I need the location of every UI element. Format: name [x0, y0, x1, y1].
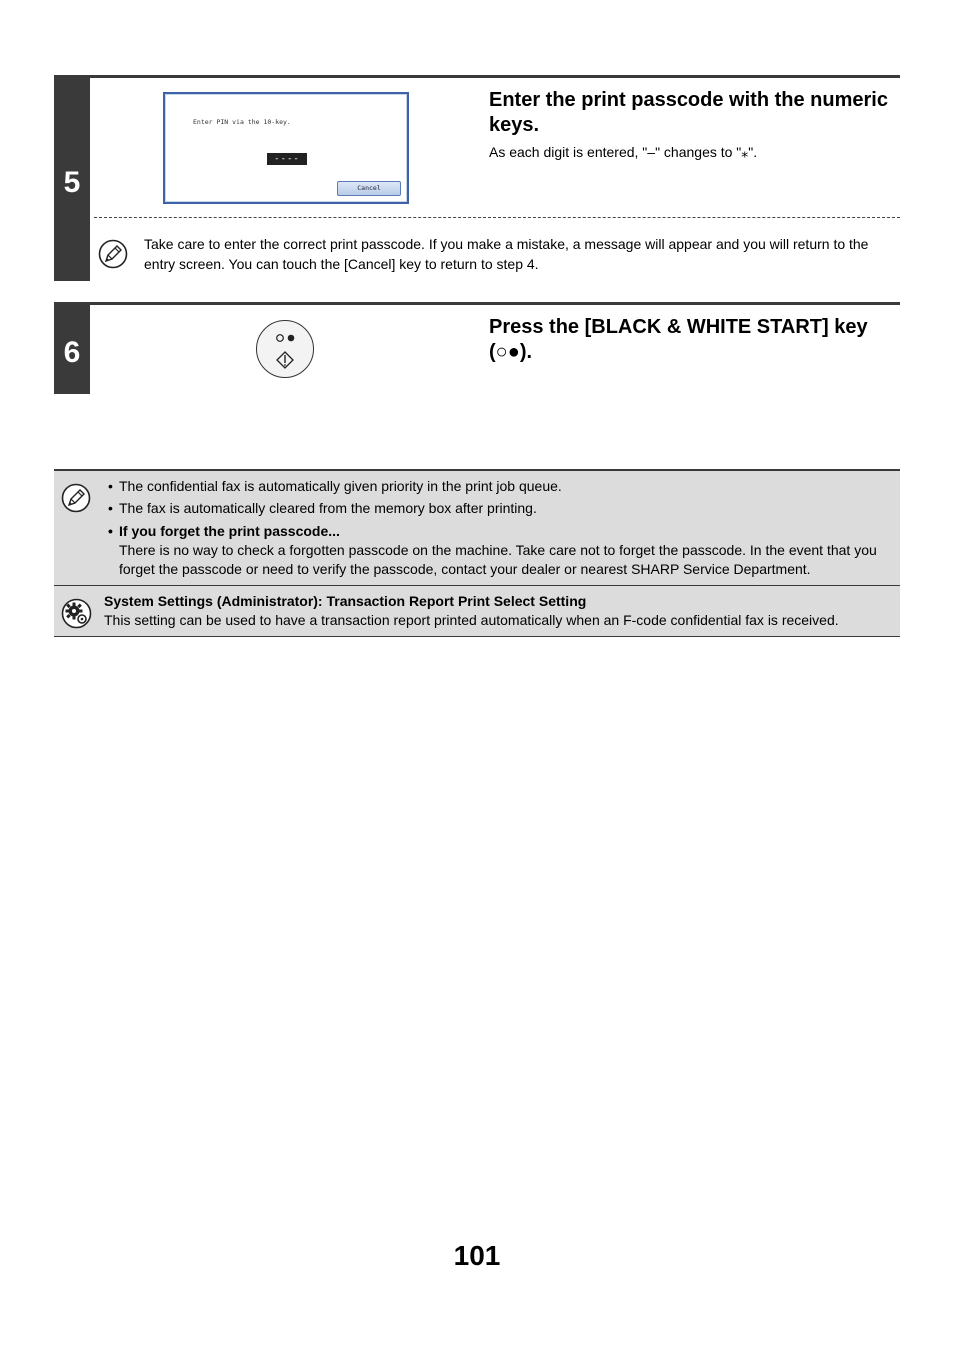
step5-description: As each digit is entered, "–" changes to "⁎". [489, 144, 758, 160]
step6-top-rule [54, 302, 900, 305]
step5-title: Enter the print passcode with the numeric keys. [489, 89, 888, 136]
settings-text: This setting can be used to have a transaction report printed automatically when an F-code confidential fax is received. [104, 612, 839, 628]
settings-title: System Settings (Administrator): Transaction Report Print Select Setting [104, 593, 587, 609]
step6-title: Press the [BLACK & WHITE START] key (○●). [489, 316, 868, 363]
pencil-note-icon [61, 483, 91, 513]
bullet-text: The fax is automatically cleared from the memory box after printing. [119, 500, 537, 516]
info-separator [54, 585, 900, 586]
gear-settings-icon [61, 598, 92, 629]
forget-passcode-text: There is no way to check a forgotten passcode on the machine. Take care not to forget the passcode. In the event that you forget the passcode or need to verify the passcode, contact your dealer or nearest SHARP Service Department. [119, 542, 877, 577]
pencil-note-icon [98, 239, 128, 269]
start-key-icon [256, 320, 314, 378]
cancel-button[interactable]: Cancel [337, 181, 401, 196]
bullet-heading: If you forget the print passcode... [119, 523, 340, 539]
pin-field[interactable]: ---- [267, 153, 307, 165]
step6-number: 6 [63, 336, 81, 369]
pin-prompt: Enter PIN via the 10-key. [193, 118, 291, 126]
pin-entry-screen [163, 92, 409, 204]
step5-note: Take care to enter the correct print passcode. If you make a mistake, a message will appear and you will return to the entry screen. You can touch the [Cancel] key to return to step 4. [144, 236, 869, 272]
step5-top-rule [54, 75, 900, 78]
bullet-text: The confidential fax is automatically given priority in the print job queue. [119, 478, 562, 494]
dashed-divider [94, 217, 900, 218]
page-number: 101 [453, 1240, 501, 1271]
step5-number: 5 [63, 166, 81, 199]
